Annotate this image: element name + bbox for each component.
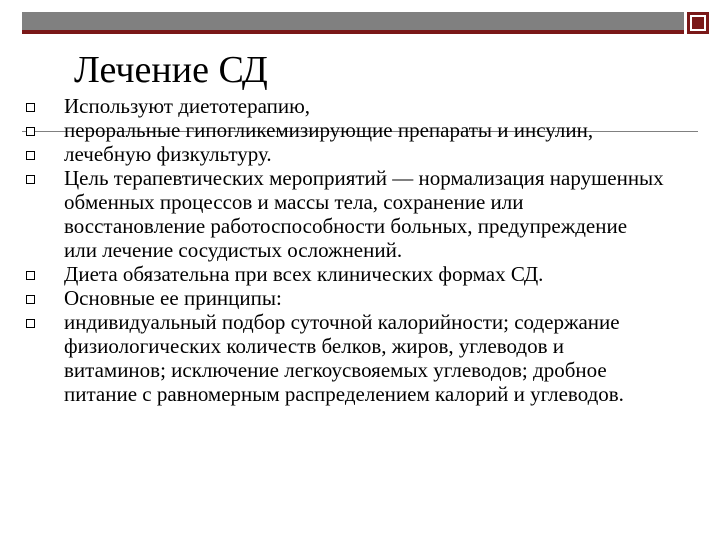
corner-square-inner (690, 15, 706, 31)
bullet-text: Основные ее принципы: (64, 286, 282, 310)
bullet-text: Диета обязательна при всех клинических формах СД. (64, 262, 544, 286)
bullet-item (0, 142, 664, 166)
bullet-text: пероральные гипогликемизирующие препараты и инсулин, (64, 118, 594, 142)
bullet-item (0, 286, 664, 310)
bullet-text: Используют диетотерапию, (64, 94, 311, 118)
hollow-square-icon (26, 319, 35, 328)
bullet-text: индивидуальный подбор суточной калорийности; содержание физиологических количеств белков, жиров, углеводов и витаминов; исключение легкоусвояемых углеводов; дробное питание с равномерным распределением калорий и углеводов. (64, 310, 624, 406)
bullet-text: лечебную физкультуру. (64, 142, 272, 166)
hollow-square-icon (26, 151, 35, 160)
header-bar (22, 12, 684, 34)
bullet-list (0, 94, 664, 406)
slide-title: Лечение СД (74, 49, 268, 91)
bullet-item (0, 310, 664, 406)
hollow-square-icon (26, 127, 35, 136)
bullet-item (0, 118, 664, 142)
bullet-item (0, 262, 664, 286)
hollow-square-icon (26, 175, 35, 184)
hollow-square-icon (26, 295, 35, 304)
bullet-text: Цель терапевтических мероприятий — нормализация нарушенных обменных процессов и массы тела, сохранение или восстановление работоспособности больных, предупреждение или лечение сосудистых осложнений. (64, 166, 664, 262)
corner-square-icon (687, 12, 709, 34)
bullet-item (0, 166, 664, 262)
hollow-square-icon (26, 271, 35, 280)
hollow-square-icon (26, 103, 35, 112)
bullet-item (0, 94, 664, 118)
